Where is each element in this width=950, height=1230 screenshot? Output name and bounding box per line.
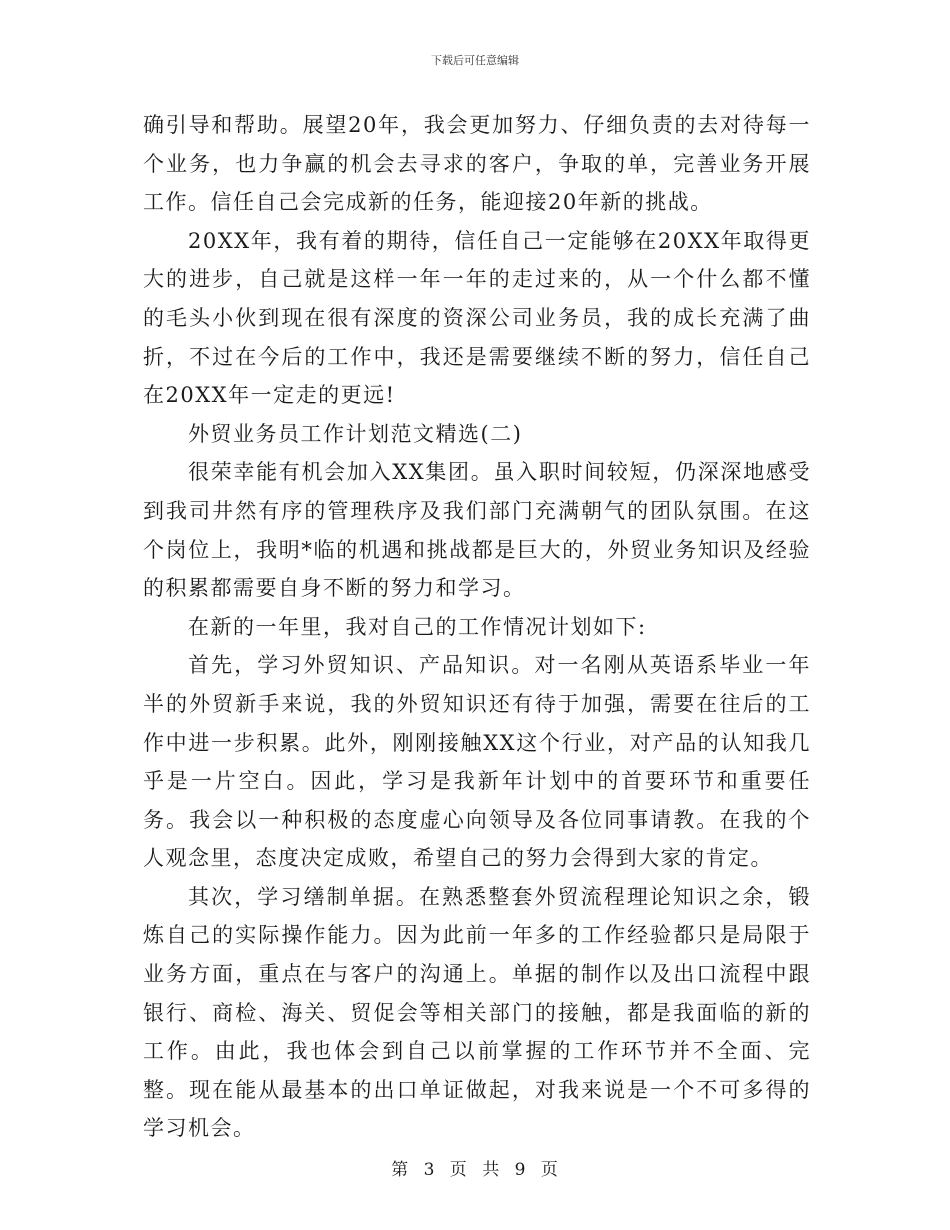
document-body: [143, 106, 811, 1148]
footer-label-total-unit: 页: [540, 1160, 559, 1180]
paragraph-4: 在新的一年里，我对自己的工作情况计划如下:: [188, 614, 647, 639]
footer-total-pages: 9: [514, 1160, 527, 1180]
section-heading: 外贸业务员工作计划范文精选(二): [188, 421, 523, 446]
footer-label-page-unit: 页: [449, 1160, 468, 1180]
paragraph-1: 确引导和帮助。展望20年，我会更加努力、仔细负责的去对待每一个业务，也力争赢的机会去寻求的客户，争取的单，完善业务开展工作。信任自己会完成新的任务，能迎接20年新的挑战。: [143, 113, 811, 215]
paragraph-3: 很荣幸能有机会加入XX集团。虽入职时间较短，仍深深地感受到我司井然有序的管理秩序及我们部门充满朝气的团队氛围。在这个岗位上，我明*临的机遇和挑战都是巨大的，外贸业务知识及经验的积累都需要自身不断的努力和学习。: [143, 460, 811, 601]
page-header: 下载后可任意编辑: [431, 54, 519, 67]
paragraph-6: 其次，学习缮制单据。在熟悉整套外贸流程理论知识之余，锻炼自己的实际操作能力。因为此前一年多的工作经验都只是局限于业务方面，重点在与客户的沟通上。单据的制作以及出口流程中跟银行、商检、海关、贸促会等相关部门的接触，都是我面临的新的工作。由此，我也体会到自己以前掌握的工作环节并不全面、完整。现在能从最基本的出口单证做起，对我来说是一个不可多得的学习机会。: [143, 884, 811, 1141]
footer-label-total: 共: [482, 1160, 501, 1180]
footer-current-page: 3: [423, 1160, 436, 1180]
paragraph-2: 20XX年，我有着的期待，信任自己一定能够在20XX年取得更大的进步，自己就是这样一年一年的走过来的，从一个什么都不懂的毛头小伙到现在很有深度的资深公司业务员，我的成长充满了曲折，不过在今后的工作中，我还是需要继续不断的努力，信任自己在20XX年一定走的更远!: [143, 228, 811, 408]
page-footer: [0, 1155, 950, 1180]
footer-label-page: 第: [391, 1160, 410, 1180]
paragraph-5: 首先，学习外贸知识、产品知识。对一名刚从英语系毕业一年半的外贸新手来说，我的外贸知识还有待于加强，需要在往后的工作中进一步积累。此外，刚刚接触XX这个行业，对产品的认知我几乎是一片空白。因此，学习是我新年计划中的首要环节和重要任务。我会以一种积极的态度虚心向领导及各位同事请教。在我的个人观念里，态度决定成败，希望自己的努力会得到大家的肯定。: [143, 653, 811, 871]
